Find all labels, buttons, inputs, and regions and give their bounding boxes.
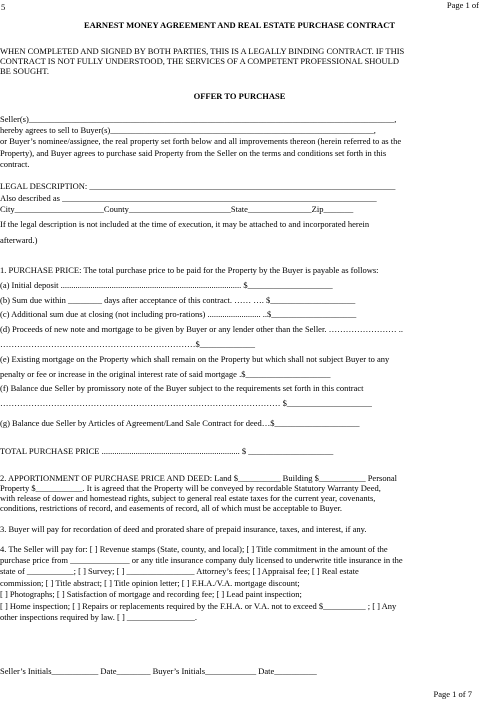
apportionment-line-3: with release of dower and homestead rights, subject to general real estate taxes for the current year, covenants,: [0, 493, 376, 503]
purchase-price-g: (g) Balance due Seller by Articles of Agreement/Land Sale Contract for deed…$____________________: [0, 418, 360, 428]
purchase-price-a: (a) Initial deposit ..................................................................................... $____________________: [0, 280, 333, 290]
intro-line-1: WHEN COMPLETED AND SIGNED BY BOTH PARTIES, THIS IS A LEGALLY BINDING CONTRACT. IF THIS: [0, 46, 405, 56]
apportionment-line-4: conditions, restrictions of record, and easements of record, all of which must be acceptable to Buyer.: [0, 503, 343, 513]
parties-line-5: contract.: [0, 159, 30, 169]
offer-heading: OFFER TO PURCHASE: [193, 91, 286, 101]
buyer-line: hereby agrees to sell to Buyer(s)______________________________________________________________,: [0, 125, 376, 135]
item-4-line-2: purchase price from ______________ or any title insurance company duly licensed to underwrite title insurance in the: [0, 555, 403, 565]
purchase-price-f-line-2: ……………………………………………………………………………………… $____________________: [0, 398, 372, 408]
item-3: 3. Buyer will pay for recordation of deed and prorated share of prepaid insurance, taxes, and interest, if any.: [0, 524, 367, 534]
parties-line-3: or Buyer’s nominee/assignee, the real property set forth below and all improvements thereon (herein referred to as the: [0, 136, 402, 146]
apportionment-line-2: Property $___________. It is agreed that the Property will be conveyed by recordable Statutory Warranty Deed,: [0, 483, 381, 493]
intro-line-3: BE SOUGHT.: [0, 66, 49, 76]
purchase-price-c: (c) Additional sum due at closing (not including pro-rations) ......................... ..$____________________: [0, 309, 357, 319]
footer-page-number: Page 1 of 7: [433, 689, 472, 699]
also-described-line: Also described as __________________________________________________________________________: [0, 193, 377, 203]
total-purchase-price: TOTAL PURCHASE PRICE ................................................................. $ ____________________: [0, 446, 334, 456]
purchase-price-f-line-1: (f) Balance due Seller by promissory note of the Buyer subject to the requirements set forth in this contract: [0, 383, 364, 393]
document-title: EARNEST MONEY AGREEMENT AND REAL ESTATE PURCHASE CONTRACT: [83, 20, 395, 30]
legal-note-line-1: If the legal description is not included at the time of execution, it may be attached to and incorporated herein: [0, 219, 370, 229]
apportionment-line-1: 2. APPORTIONMENT OF PURCHASE PRICE AND DEED: Land $__________ Building $___________ Personal: [0, 473, 397, 483]
item-4-line-7: other inspections required by law. [ ] ________________.: [0, 612, 198, 622]
purchase-price-d-line-2: ……………………………………………………………$_____________: [0, 339, 255, 349]
intro-line-2: CONTRACT IS NOT FULLY UNDERSTOOD, THE SERVICES OF A COMPETENT PROFESSIONAL SHOULD: [0, 56, 399, 66]
header-page-of: Page 1 of: [446, 0, 479, 10]
purchase-price-e-line-2: penalty or fee or increase in the original interest rate of said mortgage .$____________________: [0, 369, 331, 379]
item-4-line-3: state of ___________; [ ] Survey; [ ] ________________ Attorney’s fees; [ ] Appraisal fee; [ ] Real estate: [0, 566, 359, 576]
item-4-line-4: commission; [ ] Title abstract; [ ] Title opinion letter; [ ] F.H.A./V.A. mortgage discount;: [0, 578, 300, 588]
purchase-price-b: (b) Sum due within ________ days after acceptance of this contract. …… …. $____________________: [0, 295, 356, 305]
item-4-line-6: [ ] Home inspection; [ ] Repairs or replacements required by the F.H.A. or V.A. not to exceed $__________ ; [ ] Any: [0, 601, 397, 611]
purchase-price-e-line-1: (e) Existing mortgage on the Property which shall remain on the Property but which shall not subject Buyer to any: [0, 354, 390, 364]
item-4-line-5: [ ] Photographs; [ ] Satisfaction of mortgage and recording fee; [ ] Lead paint inspection;: [0, 589, 302, 599]
location-line: City_____________________County________________________State_______________Zip_______: [0, 204, 354, 214]
header-page-number: 5: [1, 2, 6, 12]
legal-description-line: LEGAL DESCRIPTION: ________________________________________________________________________: [0, 181, 396, 191]
legal-note-line-2: afterward.): [0, 235, 38, 245]
seller-line: Seller(s)______________________________________________________________________________________,: [0, 114, 397, 124]
item-4-line-1: 4. The Seller will pay for: [ ] Revenue stamps (State, county, and local); [ ] Title commitment in the amount of the: [0, 544, 388, 554]
purchase-price-d-line-1: (d) Proceeds of new note and mortgage to be given by Buyer or any lender other than the Seller. …………………… ..: [0, 324, 403, 334]
parties-line-4: Property), and Buyer agrees to purchase said Property from the Seller on the terms and conditions set forth in this: [0, 148, 387, 158]
purchase-price-intro: 1. PURCHASE PRICE: The total purchase price to be paid for the Property by the Buyer is payable as follows:: [0, 265, 379, 275]
initials-line: Seller’s Initials___________ Date________ Buyer’s Initials____________ Date__________: [0, 666, 317, 676]
